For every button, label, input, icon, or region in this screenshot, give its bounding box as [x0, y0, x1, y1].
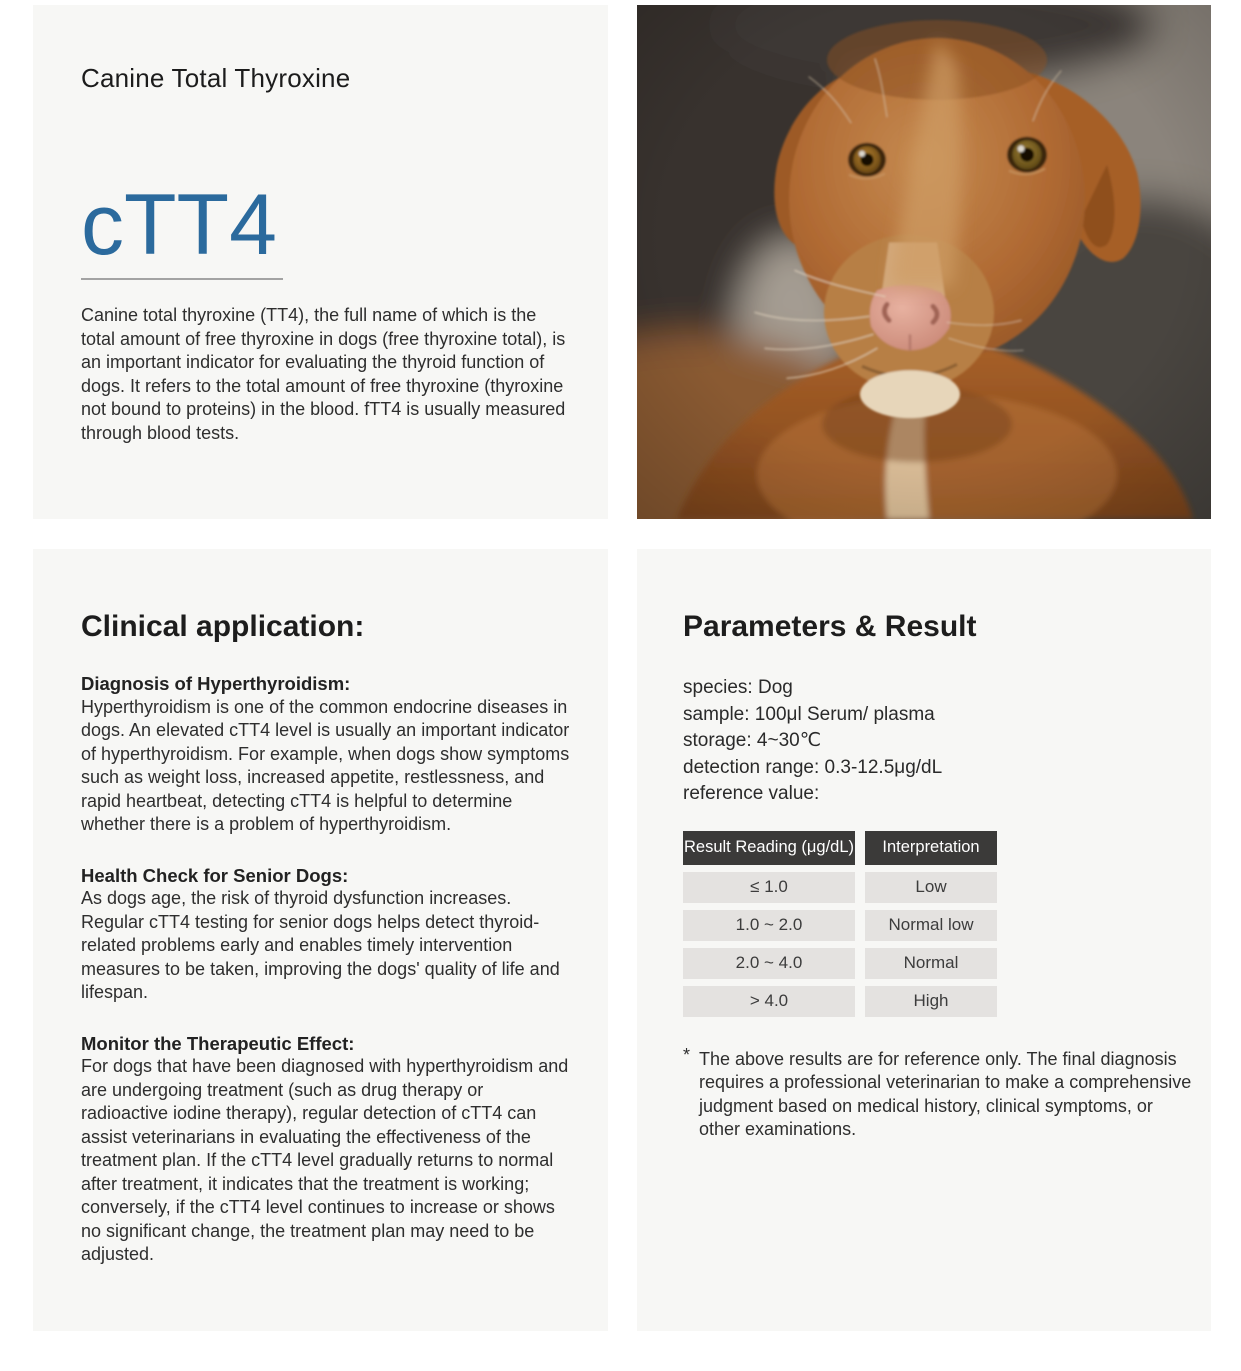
- clinical-section: [81, 672, 570, 837]
- section-body: Hyperthyroidism is one of the common endocrine diseases in dogs. An elevated cTT4 level is usually an important indicator of hyperthyroidism. For example, when dogs show symptoms such as weight loss, increased appetite, restlessness, and rapid heartbeat, detecting cTT4 is helpful to determine whether there is a problem of hyperthyroidism.: [81, 696, 570, 834]
- table-header-row: [683, 831, 1183, 865]
- param-reference-value: reference value:: [683, 783, 820, 804]
- section-title: Diagnosis of Hyperthyroidism:: [81, 673, 351, 694]
- interpretation-cell: Normal: [865, 948, 997, 979]
- param-sample: sample: 100μl Serum/ plasma: [683, 703, 935, 725]
- interpretation-cell: Normal low: [865, 910, 997, 941]
- param-storage: storage: 4~30℃: [683, 730, 822, 751]
- reading-cell: ≤ 1.0: [683, 872, 855, 903]
- product-code: cTT4: [81, 182, 283, 280]
- parameters-result-panel: [637, 549, 1211, 1331]
- dog-photo: [637, 5, 1211, 519]
- interpretation-cell: High: [865, 986, 997, 1017]
- clinical-heading: Clinical application:: [81, 610, 365, 643]
- parameters-heading: Parameters & Result: [683, 610, 977, 643]
- clinical-application-panel: [33, 549, 608, 1331]
- disclaimer-footnote: [683, 1044, 1197, 1142]
- param-species: species: Dog: [683, 677, 793, 698]
- product-subtitle: Canine Total Thyroxine: [81, 63, 351, 93]
- section-title: Monitor the Therapeutic Effect:: [81, 1032, 355, 1054]
- reading-cell: > 4.0: [683, 986, 855, 1017]
- section-title: Health Check for Senior Dogs:: [81, 864, 349, 886]
- table-row: [683, 910, 1183, 941]
- clinical-section: [81, 864, 570, 1005]
- table-row: [683, 872, 1183, 903]
- table-header-interpretation: Interpretation: [865, 831, 997, 865]
- footnote-asterisk: *: [683, 1044, 691, 1065]
- parameters-list: [683, 675, 1183, 808]
- product-description: Canine total thyroxine (TT4), the full name of which is the total amount of free thyroxine in dogs (free thyroxine total), is an important indicator for evaluating the thyroid function of dogs. It refers to the total amount of free thyroxine (thyroxine not bound to proteins) in the blood. fTT4 is usually measured through blood tests.: [81, 305, 566, 443]
- section-body: As dogs age, the risk of thyroid dysfunction increases. Regular cTT4 testing for senior dogs helps detect thyroid-related problems early and enables timely intervention measures to be taken, improving the dogs' quality of life and lifespan.: [81, 888, 560, 1002]
- dog-photo-illustration: [637, 5, 1211, 519]
- clinical-section: [81, 1032, 570, 1267]
- param-detection-range: detection range: 0.3-12.5μg/dL: [683, 756, 943, 778]
- footnote-text: The above results are for reference only. The final diagnosis requires a professional veterinarian to make a comprehensive judgment based on medical history, clinical symptoms, or other examinations.: [699, 1048, 1192, 1139]
- reading-cell: 1.0 ~ 2.0: [683, 910, 855, 941]
- table-row: [683, 986, 1183, 1017]
- table-row: [683, 948, 1183, 979]
- interpretation-cell: Low: [865, 872, 997, 903]
- table-header-reading: Result Reading (μg/dL): [683, 831, 855, 865]
- reading-cell: 2.0 ~ 4.0: [683, 948, 855, 979]
- reference-table: [683, 831, 1183, 1017]
- hero-panel: [33, 5, 608, 519]
- section-body: For dogs that have been diagnosed with hyperthyroidism and are undergoing treatment (such as drug therapy or radioactive iodine therapy), regular detection of cTT4 can assist veterinarians in evaluating the effectiveness of the treatment plan. If the cTT4 level gradually returns to normal after treatment, it indicates that the treatment is working; conversely, if the cTT4 level continues to increase or shows no significant change, the treatment plan may need to be adjusted.: [81, 1056, 569, 1264]
